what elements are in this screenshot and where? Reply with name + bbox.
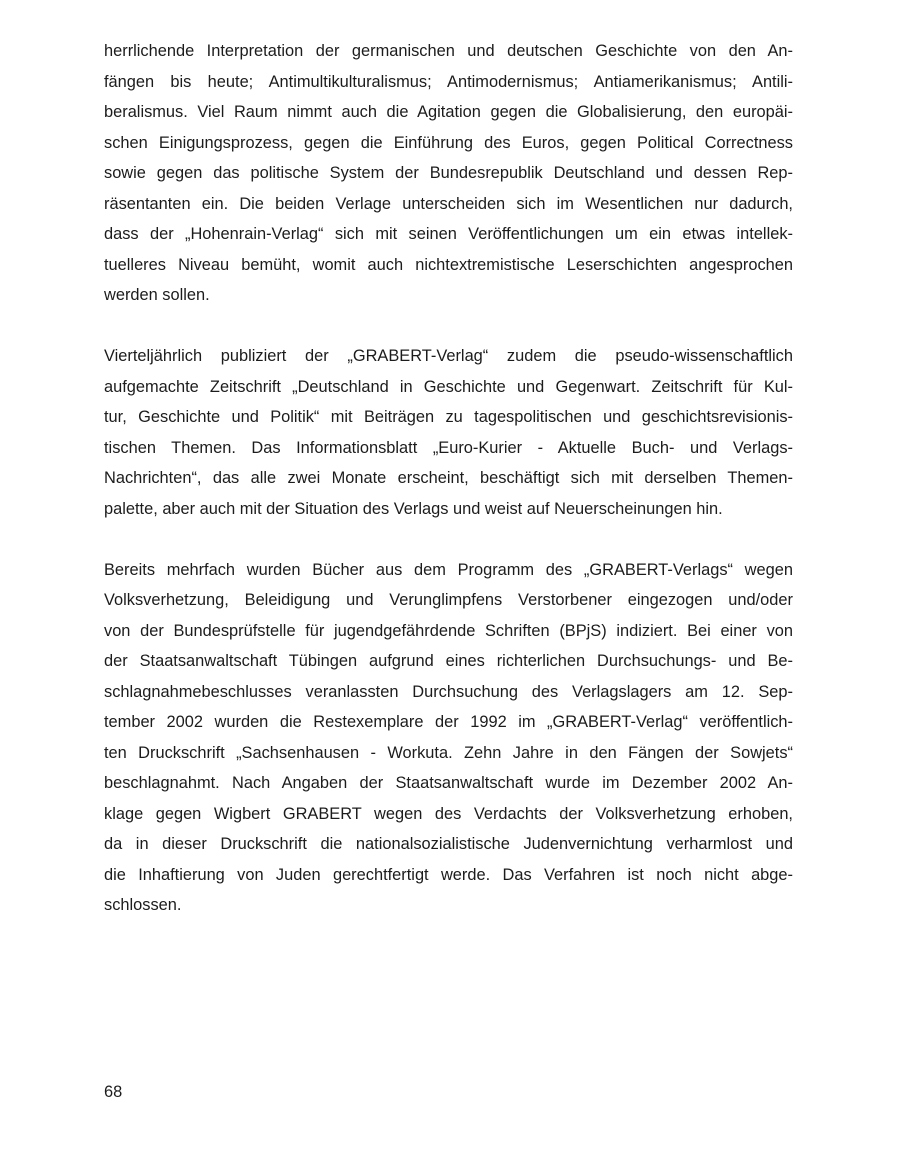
text-line: Bereits mehrfach wurden Bücher aus dem Programm des „GRABERT-Verlags“ wegen xyxy=(104,560,793,579)
text-line: schlossen. xyxy=(104,896,182,914)
text-line: herrlichende Interpretation der germanischen und deutschen Geschichte von den An- xyxy=(104,42,793,60)
paragraph-1 xyxy=(104,36,793,311)
text-line: klage gegen Wigbert GRABERT wegen des Verdachts der Volksverhetzung erhoben, xyxy=(104,804,793,823)
text-line: Nachrichten“, das alle zwei Monate erscheint, beschäftigt sich mit derselben Themen- xyxy=(104,469,793,487)
text-line: beralismus. Viel Raum nimmt auch die Agitation gegen die Globalisierung, den europäi- xyxy=(104,103,793,121)
text-line: tember 2002 wurden die Restexemplare der 1992 im „GRABERT-Verlag“ veröffentlich- xyxy=(104,713,793,731)
text-line: werden sollen. xyxy=(104,286,210,304)
text-line: fängen bis heute; Antimultikulturalismus; Antimodernismus; Antiamerikanismus; Antili- xyxy=(104,72,793,91)
page-number: 68 xyxy=(104,1083,123,1101)
text-line: dass der „Hohenrain-Verlag“ sich mit seinen Veröffentlichungen um ein etwas intellek- xyxy=(104,225,793,243)
text-line: Vierteljährlich publiziert der „GRABERT-Verlag“ zudem die pseudo-wissenschaftlich xyxy=(104,347,793,365)
text-line: schlagnahmebeschlusses veranlassten Durchsuchung des Verlagslagers am 12. Sep- xyxy=(104,682,793,701)
text-line: beschlagnahmt. Nach Angaben der Staatsanwaltschaft wurde im Dezember 2002 An- xyxy=(104,774,793,792)
text-line: aufgemachte Zeitschrift „Deutschland in Geschichte und Gegenwart. Zeitschrift für Kul- xyxy=(104,377,793,396)
text-line: Volksverhetzung, Beleidigung und Verunglimpfens Verstorbener eingezogen und/oder xyxy=(104,591,793,609)
text-line: die Inhaftierung von Juden gerechtfertigt werde. Das Verfahren ist noch nicht abge- xyxy=(104,865,793,884)
text-line: tischen Themen. Das Informationsblatt „Euro-Kurier - Aktuelle Buch- und Verlags- xyxy=(104,438,793,457)
text-line: der Staatsanwaltschaft Tübingen aufgrund eines richterlichen Durchsuchungs- und Be- xyxy=(104,652,793,670)
text-line: ten Druckschrift „Sachsenhausen - Workuta. Zehn Jahre in den Fängen der Sowjets“ xyxy=(104,743,793,762)
document-body xyxy=(104,36,793,951)
text-line: da in dieser Druckschrift die nationalsozialistische Judenvernichtung verharmlost und xyxy=(104,835,793,853)
paragraph-2 xyxy=(104,341,793,524)
paragraph-3 xyxy=(104,555,793,921)
text-line: tur, Geschichte und Politik“ mit Beiträgen zu tagespolitischen und geschichtsrevisionis- xyxy=(104,408,793,426)
text-line: palette, aber auch mit der Situation des Verlags und weist auf Neuerscheinungen hin. xyxy=(104,499,723,518)
text-line: schen Einigungsprozess, gegen die Einführung des Euros, gegen Political Correctness xyxy=(104,133,793,152)
text-line: von der Bundesprüfstelle für jugendgefährdende Schriften (BPjS) indiziert. Bei einer von xyxy=(104,621,793,640)
text-line: räsentanten ein. Die beiden Verlage unterscheiden sich im Wesentlichen nur dadurch, xyxy=(104,194,793,213)
text-line: tuelleres Niveau bemüht, womit auch nichtextremistische Leserschichten angesprochen xyxy=(104,255,793,274)
text-line: sowie gegen das politische System der Bundesrepublik Deutschland und dessen Rep- xyxy=(104,164,793,182)
